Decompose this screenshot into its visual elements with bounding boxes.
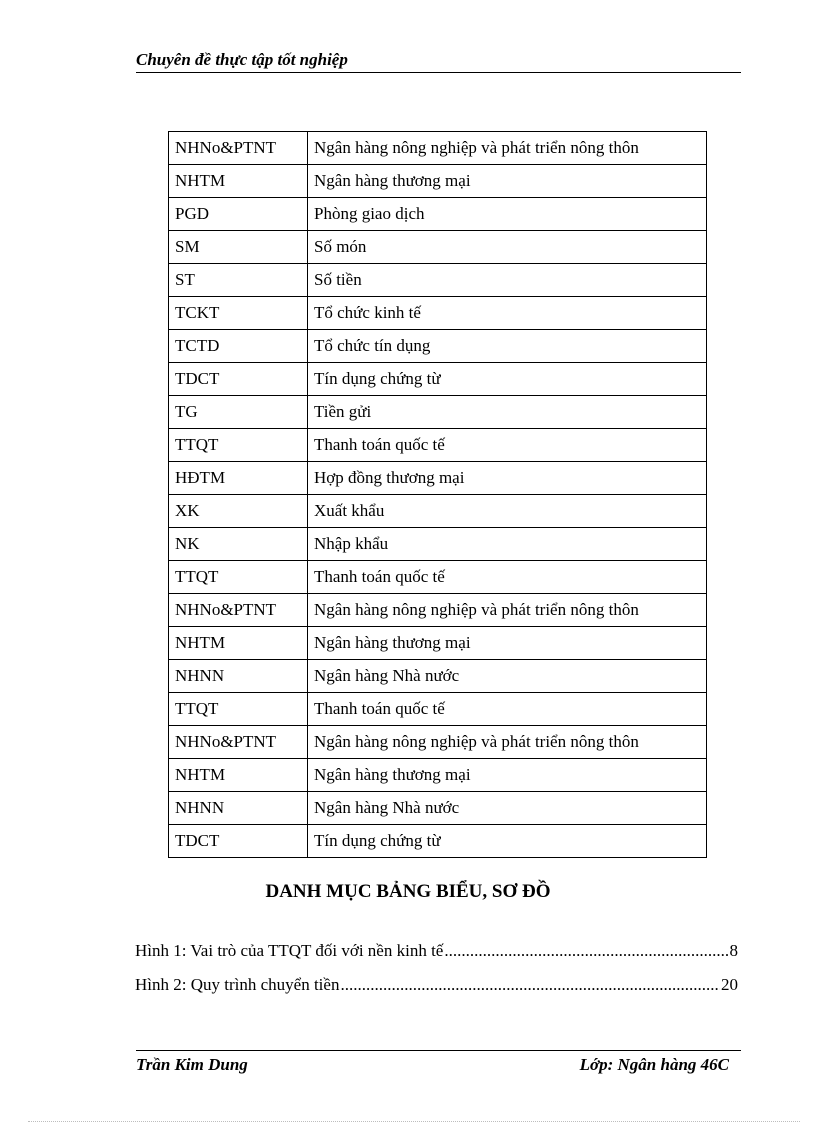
abbreviation-code: NHNo&PTNT [169,726,308,759]
abbreviation-meaning: Số món [308,231,707,264]
abbreviation-meaning: Ngân hàng nông nghiệp và phát triển nông thôn [308,726,707,759]
abbreviation-meaning: Ngân hàng thương mại [308,759,707,792]
page-header [136,50,741,73]
table-row [169,660,707,693]
table-row [169,429,707,462]
abbreviation-code: TTQT [169,693,308,726]
abbreviation-meaning: Tổ chức kinh tế [308,297,707,330]
abbreviation-table-body [169,132,707,858]
table-row [169,297,707,330]
abbreviation-code: NHNo&PTNT [169,594,308,627]
abbreviation-code: TTQT [169,429,308,462]
abbreviation-meaning: Ngân hàng thương mại [308,165,707,198]
abbreviation-meaning: Tín dụng chứng từ [308,825,707,858]
table-row [169,396,707,429]
table-row [169,759,707,792]
dot-leader [340,975,720,995]
abbreviation-code: HĐTM [169,462,308,495]
section-title: DANH MỤC BẢNG BIỂU, SƠ ĐỒ [265,881,551,902]
table-row [169,726,707,759]
figure-label: Hình 2: Quy trình chuyển tiền [135,975,340,994]
abbreviation-meaning: Ngân hàng Nhà nước [308,660,707,693]
figure-list-item[interactable] [135,941,738,975]
abbreviation-code: NK [169,528,308,561]
table-row [169,792,707,825]
table-row [169,561,707,594]
abbreviation-meaning: Số tiền [308,264,707,297]
abbreviation-meaning: Tín dụng chứng từ [308,363,707,396]
abbreviation-code: XK [169,495,308,528]
page-edge-divider [28,1121,800,1122]
abbreviation-code: SM [169,231,308,264]
abbreviation-code: TG [169,396,308,429]
abbreviation-code: NHNo&PTNT [169,132,308,165]
table-row [169,165,707,198]
table-row [169,594,707,627]
table-row [169,627,707,660]
abbreviation-code: TCKT [169,297,308,330]
abbreviation-meaning: Thanh toán quốc tế [308,693,707,726]
page-footer [136,1050,741,1081]
abbreviation-code: TDCT [169,825,308,858]
abbreviation-code: NHTM [169,627,308,660]
figure-list [135,941,738,1009]
figure-list-item[interactable] [135,975,738,1009]
table-row [169,495,707,528]
abbreviation-meaning: Xuất khẩu [308,495,707,528]
table-row [169,198,707,231]
abbreviation-table [168,131,707,858]
table-row [169,264,707,297]
abbreviation-meaning: Ngân hàng Nhà nước [308,792,707,825]
table-row [169,528,707,561]
dot-leader [444,941,728,961]
abbreviation-code: NHNN [169,660,308,693]
table-row [169,330,707,363]
table-row [169,132,707,165]
table-row [169,231,707,264]
abbreviation-meaning: Tiền gửi [308,396,707,429]
table-row [169,363,707,396]
abbreviation-meaning: Hợp đồng thương mại [308,462,707,495]
table-row [169,825,707,858]
abbreviation-meaning: Ngân hàng nông nghiệp và phát triển nông thôn [308,594,707,627]
abbreviation-code: TCTD [169,330,308,363]
table-row [169,462,707,495]
figure-label: Hình 1: Vai trò của TTQT đối với nền kinh tế [135,941,444,960]
abbreviation-meaning: Ngân hàng nông nghiệp và phát triển nông thôn [308,132,707,165]
abbreviation-code: NHNN [169,792,308,825]
table-row [169,693,707,726]
abbreviation-meaning: Tổ chức tín dụng [308,330,707,363]
abbreviation-meaning: Nhập khẩu [308,528,707,561]
abbreviation-code: NHTM [169,165,308,198]
abbreviation-code: NHTM [169,759,308,792]
abbreviation-meaning: Ngân hàng thương mại [308,627,707,660]
figure-page-number: 8 [729,941,738,960]
header-title: Chuyên đề thực tập tốt nghiệp [136,50,348,69]
abbreviation-code: TTQT [169,561,308,594]
figure-page-number: 20 [721,975,738,994]
abbreviation-code: ST [169,264,308,297]
abbreviation-meaning: Thanh toán quốc tế [308,429,707,462]
footer-class: Lớp: Ngân hàng 46C [579,1055,729,1074]
abbreviation-meaning: Thanh toán quốc tế [308,561,707,594]
footer-author: Trần Kim Dung [136,1055,248,1074]
abbreviation-meaning: Phòng giao dịch [308,198,707,231]
abbreviation-code: TDCT [169,363,308,396]
abbreviation-code: PGD [169,198,308,231]
